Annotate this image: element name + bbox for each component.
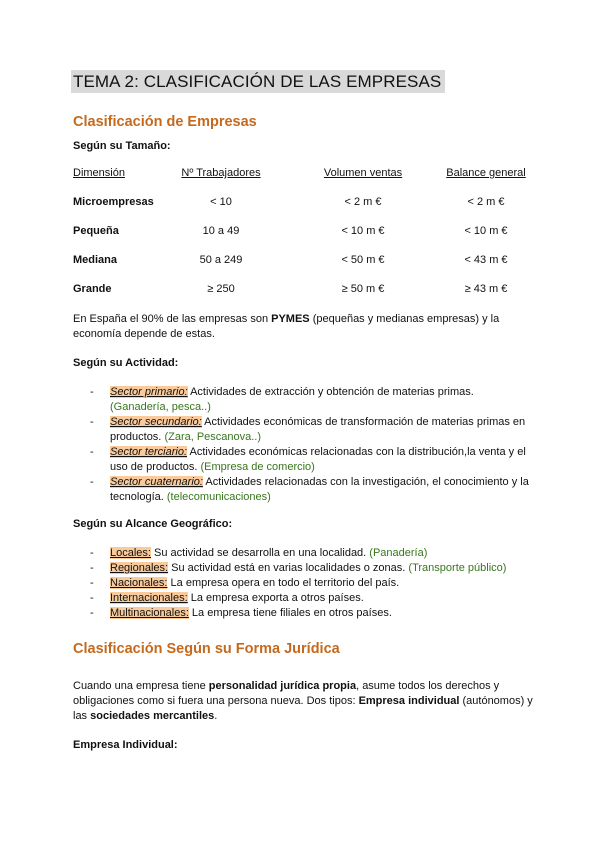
section-heading-clasificacion: Clasificación de Empresas (73, 114, 257, 130)
table-row (73, 225, 543, 240)
item-text: La empresa exporta a otros países. (187, 592, 364, 604)
subheading-actividad: Según su Actividad: (73, 357, 179, 369)
list-item: - Internacionales: La empresa exporta a otros países. (90, 592, 364, 604)
para-bold: sociedades mercantiles (90, 710, 215, 722)
item-label: Sector secundario: (110, 416, 202, 428)
para-text: , asume todos los derechos y obligaciones como si fuera una persona nueva. Dos tipos: (73, 680, 500, 707)
item-text: Su actividad está en varias localidades o zonas. (168, 562, 406, 574)
subheading-tamano: Según su Tamaño: (73, 140, 171, 152)
table-cell: 10 a 49 (202, 225, 240, 237)
para-bold: personalidad jurídica propia (208, 680, 357, 692)
forma-juridica-paragraph (73, 679, 543, 724)
table-cell: ≥ 43 m € (464, 283, 508, 295)
list-item: - Nacionales: La empresa opera en todo el territorio del país. (90, 577, 400, 589)
list-item: - Locales: Su actividad se desarrolla en una localidad. (Panadería) (90, 547, 428, 559)
item-label: Nacionales: (110, 577, 168, 589)
pymes-text: economía depende de estas. (73, 328, 215, 340)
table-header-cell: Dimensión (73, 167, 125, 179)
item-example: (Transporte público) (408, 562, 507, 574)
table-row (73, 254, 543, 269)
table-header-cell: Balance general (446, 167, 526, 179)
table-header-cell: Volumen ventas (323, 167, 403, 179)
item-text: Actividades económicas de transformación de materias primas en productos. (110, 416, 526, 443)
pymes-text: (pequeñas y medianas empresas) y la (309, 313, 500, 325)
table-cell: < 10 m € (341, 225, 385, 237)
item-label: Sector primario: (110, 386, 188, 398)
list-item: - Sector primario: Actividades de extracción y obtención de materias primas. (Ganadería, pesca..) (90, 386, 474, 413)
item-example: (Empresa de comercio) (200, 461, 315, 473)
table-cell: ≥ 50 m € (341, 283, 385, 295)
table-cell: < 10 (210, 196, 232, 208)
item-text: Actividades relacionadas con la investigación, el conocimiento y la tecnología. (110, 476, 529, 503)
table-cell: 50 a 249 (199, 254, 243, 266)
item-label: Regionales: (110, 562, 169, 574)
activity-list (90, 385, 530, 505)
item-text: La empresa opera en todo el territorio del país. (167, 577, 400, 589)
item-example: (Zara, Pescanova..) (164, 431, 262, 443)
item-example: (Ganadería, pesca..) (110, 401, 211, 413)
table-cell: ≥ 250 (207, 283, 235, 295)
pymes-text: En España el 90% de las empresas son (73, 313, 272, 325)
item-text: Actividades económicas relacionadas con la distribución,la venta y el uso de productos. (110, 446, 526, 473)
subheading-geografico: Según su Alcance Geográfico: (73, 518, 233, 530)
item-example: (telecomunicaciones) (166, 491, 271, 503)
table-cell: Microempresas (73, 196, 154, 208)
document-title: TEMA 2: CLASIFICACIÓN DE LAS EMPRESAS (71, 70, 445, 93)
para-text: (autónomos) y las (73, 695, 533, 722)
table-cell: < 2 m € (344, 196, 382, 208)
list-item: - Sector terciario: Actividades económicas relacionadas con la distribución,la venta y el uso de productos. (Empresa de comercio) (90, 446, 526, 473)
para-text: Cuando una empresa tiene (73, 680, 209, 692)
subheading-empresa-individual: Empresa Individual: (73, 739, 178, 751)
list-item: - Sector cuaternario: Actividades relacionadas con la investigación, el conocimiento y la tecnología. (telecomunicaciones) (90, 476, 529, 503)
item-example: (Panadería) (369, 547, 428, 559)
list-item: - Multinacionales: La empresa tiene filiales en otros países. (90, 607, 392, 619)
section-heading-forma-juridica: Clasificación Según su Forma Jurídica (73, 641, 340, 657)
table-cell: < 2 m € (467, 196, 505, 208)
item-text: La empresa tiene filiales en otros países. (188, 607, 392, 619)
item-label: Sector terciario: (110, 446, 188, 458)
table-cell: < 10 m € (464, 225, 508, 237)
geo-list (90, 546, 530, 621)
pymes-paragraph (73, 312, 533, 342)
item-text: Actividades de extracción y obtención de materias primas. (187, 386, 474, 398)
table-row (73, 283, 543, 298)
item-label: Sector cuaternario: (110, 476, 203, 488)
table-cell: < 50 m € (341, 254, 385, 266)
table-cell: < 43 m € (464, 254, 508, 266)
list-item: - Sector secundario: Actividades económicas de transformación de materias primas en productos. (Zara, Pescanova..) (90, 416, 526, 443)
pymes-bold: PYMES (271, 313, 310, 325)
table-cell: Grande (73, 283, 112, 295)
para-bold: Empresa individual (358, 695, 460, 707)
item-text: Su actividad se desarrolla en una localidad. (150, 547, 367, 559)
para-text: . (214, 710, 218, 722)
table-header-row (73, 167, 543, 182)
item-label: Multinacionales: (110, 607, 189, 619)
table-cell: Mediana (73, 254, 118, 266)
table-row (73, 196, 543, 211)
item-label: Locales: (110, 547, 151, 559)
table-cell: Pequeña (73, 225, 119, 237)
table-header-cell: Nº Trabajadores (181, 167, 261, 179)
list-item: - Regionales: Su actividad está en varias localidades o zonas. (Transporte público) (90, 562, 507, 574)
item-label: Internacionales: (110, 592, 188, 604)
